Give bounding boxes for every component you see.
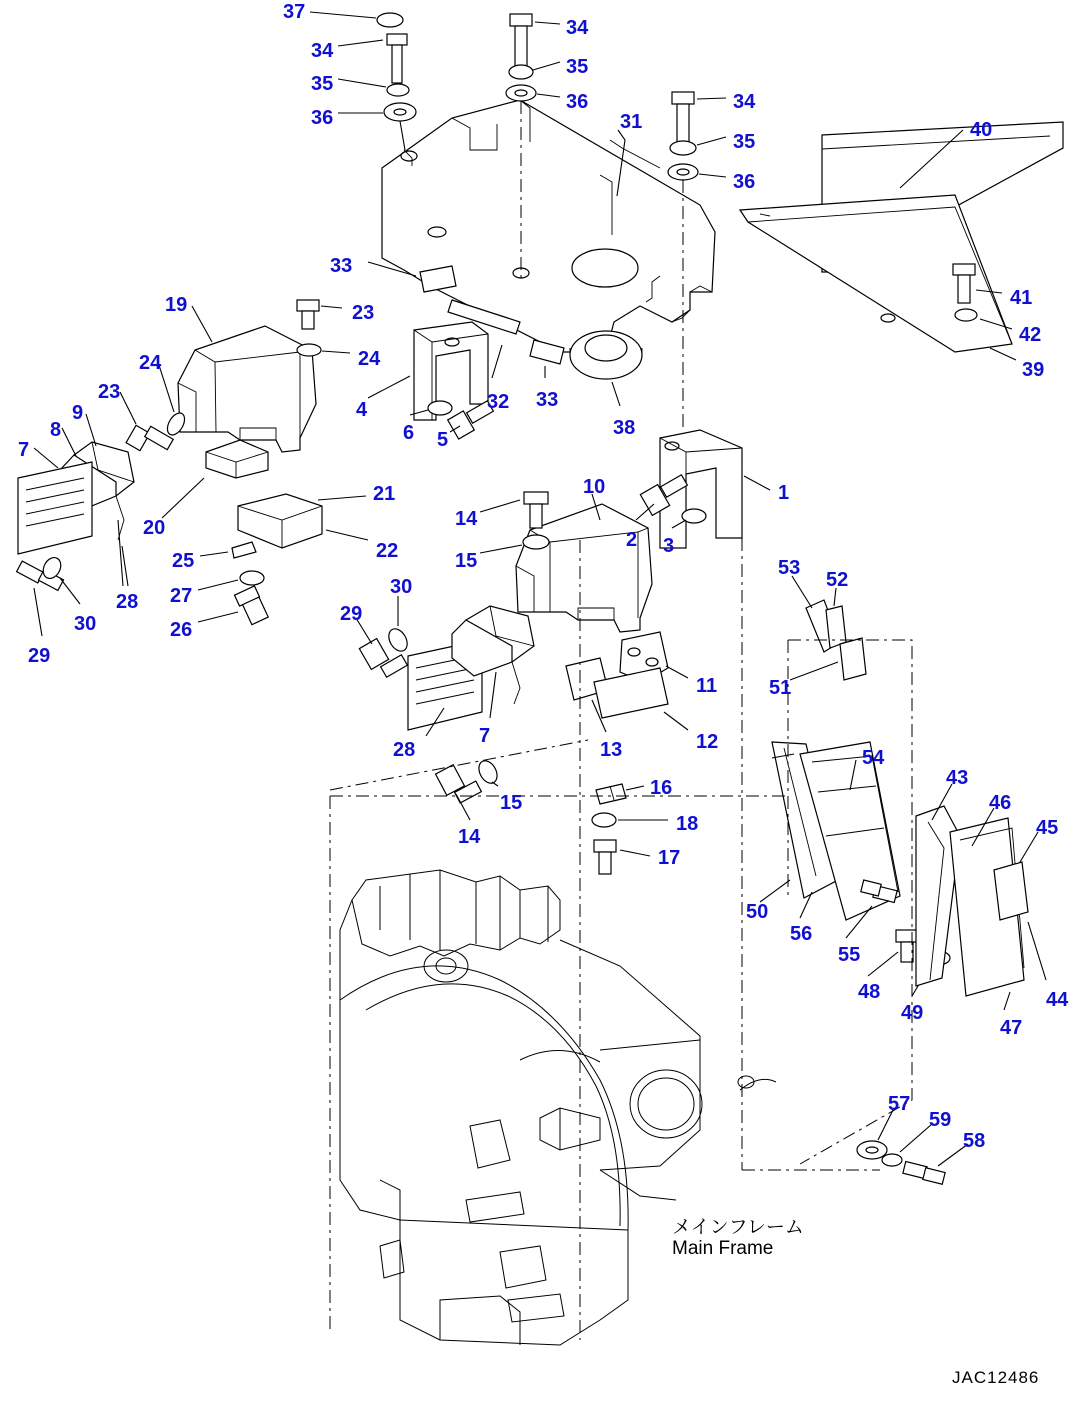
callout-25: 25 [172,550,195,572]
part-16-clip [596,784,644,804]
callout-34: 34 [311,40,334,62]
callout-53: 53 [778,557,801,579]
callout-48: 48 [858,981,881,1003]
callout-33: 33 [330,255,353,277]
part-31-hood-panel [382,100,715,352]
part-57-washer [857,1108,894,1159]
main-frame-label-en: Main Frame [672,1238,774,1259]
callout-52: 52 [826,569,849,591]
callout-15: 15 [500,792,523,814]
callout-43: 43 [946,767,969,789]
callout-13: 13 [600,739,623,761]
callout-8: 8 [50,419,62,441]
callout-3: 3 [663,535,675,557]
callout-9: 9 [72,402,84,424]
callout-34: 34 [566,17,589,39]
callout-37: 37 [283,1,306,23]
callout-36: 36 [566,91,589,113]
callout-1: 1 [778,482,790,504]
part-7-grill [18,448,92,554]
callout-28: 28 [393,739,416,761]
part-43-plate [916,784,960,986]
callout-27: 27 [170,585,193,607]
callout-7: 7 [18,439,30,461]
part-18-washer [592,813,668,827]
callout-16: 16 [650,777,673,799]
part-14-bolt-upper [480,492,548,528]
callout-31: 31 [620,111,643,133]
callout-24: 24 [358,348,381,370]
part-24-washer-top [297,344,350,356]
part-52-clip [826,588,846,648]
callout-32: 32 [487,391,510,413]
callout-29: 29 [28,645,51,667]
callout-45: 45 [1036,817,1059,839]
callout-6: 6 [403,422,415,444]
callout-33: 33 [536,389,559,411]
callout-40: 40 [970,119,993,141]
callout-42: 42 [1019,324,1042,346]
part-58-bolt [903,1144,968,1184]
callout-20: 20 [143,517,166,539]
callout-35: 35 [566,56,589,78]
callout-23: 23 [352,302,375,324]
part-26-bolt [198,586,268,625]
part-4-bracket [368,322,488,420]
callout-51: 51 [769,677,792,699]
callout-10: 10 [583,476,606,498]
part-39-rail [740,195,1016,360]
callout-12: 12 [696,731,719,753]
callout-39: 39 [1022,359,1045,381]
part-36-washer-left [338,103,416,150]
part-59-washer [882,1124,932,1166]
callout-19: 19 [165,294,188,316]
part-30-washer-mid [385,596,411,654]
callout-59: 59 [929,1109,952,1131]
part-34-bolt-left [338,34,407,83]
callout-28: 28 [116,591,139,613]
part-28-wire-right [512,662,520,704]
callout-35: 35 [733,131,756,153]
callout-5: 5 [437,429,449,451]
part-36-washer-center [506,85,560,101]
callout-15: 15 [455,550,478,572]
callout-17: 17 [658,847,681,869]
part-15-washer-lower [475,758,500,787]
callout-26: 26 [170,619,193,641]
part-34-bolt-center [510,14,560,68]
callout-35: 35 [311,73,334,95]
callout-44: 44 [1046,989,1069,1011]
callout-29: 29 [340,603,363,625]
callout-24: 24 [139,352,162,374]
callout-18: 18 [676,813,699,835]
callout-38: 38 [613,417,636,439]
part-34-bolt-right [672,92,726,144]
callout-36: 36 [311,107,334,129]
callout-7: 7 [479,725,491,747]
callout-46: 46 [989,792,1012,814]
callout-2: 2 [626,529,638,551]
callout-30: 30 [74,613,97,635]
callout-56: 56 [790,923,813,945]
callout-14: 14 [458,826,481,848]
callout-22: 22 [376,540,399,562]
callout-30: 30 [390,576,413,598]
callout-14: 14 [455,508,478,530]
callout-36: 36 [733,171,756,193]
callout-54: 54 [862,747,885,769]
part-17-bolt [594,840,650,874]
callout-11: 11 [696,675,718,697]
part-12-block [594,668,688,730]
callout-47: 47 [1000,1017,1023,1039]
callout-49: 49 [901,1002,924,1024]
callout-21: 21 [373,483,396,505]
part-37-knob [310,12,403,27]
main-frame-label-jp: メインフレーム [672,1217,804,1238]
drawing-code: JAC12486 [952,1368,1040,1387]
part-38-ring [570,331,642,406]
callout-50: 50 [746,901,769,923]
part-19-cover [178,306,316,452]
part-25-pin [200,542,256,558]
part-21-handle [238,494,368,548]
callout-57: 57 [888,1093,911,1115]
part-23-bolt-left [120,392,173,451]
part-14-bolt-lower [436,765,482,820]
callout-55: 55 [838,944,861,966]
part-23-bolt-top [297,300,342,329]
callout-34: 34 [733,91,756,113]
callout-23: 23 [98,381,121,403]
part-36-washer-right [668,164,726,180]
callout-4: 4 [356,399,368,421]
callout-58: 58 [963,1130,986,1152]
callout-41: 41 [1010,287,1033,309]
